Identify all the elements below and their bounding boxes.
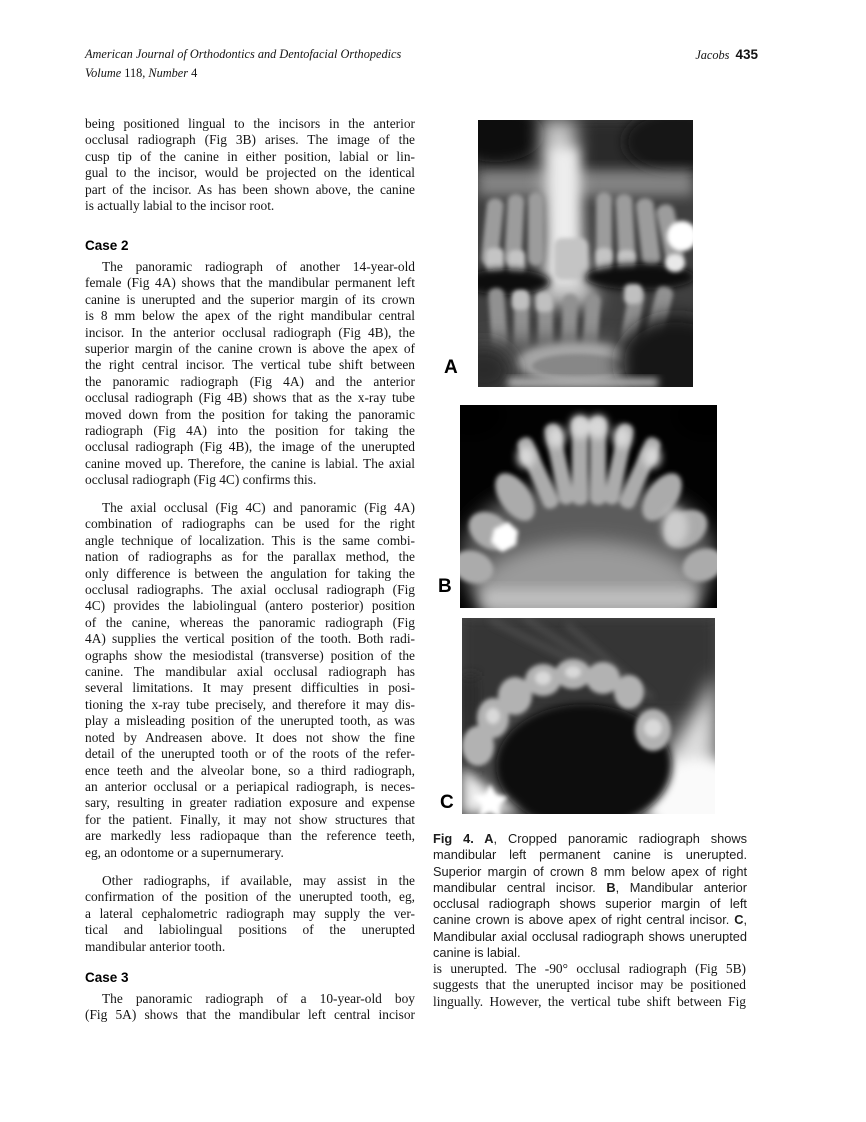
text-line: part of the incisor. As has been shown above, the canine [85,181,415,197]
text-line: canine. The mandibular axial occlusal radiograph has [85,664,415,680]
text-line: noted by Andreasen above. It does not show the fine [85,729,415,745]
case2-paragraph-1 [85,259,415,489]
caption-text-c: , Mandibular axial occlusal radiograph shows unerupted canine is labial. [433,912,747,961]
figure-label-c: C [440,792,454,813]
text-line: gual to the incisor, would be projected on the identical [85,165,415,181]
text-line: occlusal radiograph (Fig 4B) shows that as the x-ray tube [85,390,415,406]
text-line: superior margin of the canine crown is above the apex of [85,341,415,357]
text-line: several limitations. It may present difficulties in posi- [85,680,415,696]
text-line: suggests that the unerupted incisor may be positioned [433,977,746,993]
caption-part-c: C [734,912,744,928]
text-line: is actually labial to the incisor root. [85,198,275,214]
text-line: an anterior occlusal or a periapical radiograph, is neces- [85,778,415,794]
text-line: are markedly less radiopaque than the reference teeth, [85,828,415,844]
text-line: canine is unerupted and the superior margin of its crown [85,291,415,307]
text-line: for the patient. Finally, it may not show structures that [85,811,415,827]
case2-paragraph-3 [85,873,415,955]
figure-4a-panoramic-radiograph [478,120,693,387]
text-line: angle technique of localization. This is the same combi- [85,532,415,548]
text-line: occlusal radiograph (Fig 4B), the image of the unerupted [85,439,415,455]
text-line: nation of radiographs as for the parallax method, the [85,549,415,565]
text-line: the panoramic radiograph (Fig 4A) and the anterior [85,373,415,389]
paragraph-intro [85,116,415,214]
case2-paragraph-2 [85,500,415,861]
text-line: canine moved up. Therefore, the canine is labial. The axial [85,455,415,471]
text-line: a lateral cephalometric radiograph may supply the ver- [85,905,415,921]
text-line: occlusal radiograph (Fig 3B) arises. The image of the [85,132,415,148]
volume-number: 118, [124,66,149,80]
caption-fig-number: Fig 4. [433,831,485,846]
text-line: lingually. However, the vertical tube shift between Fig [433,993,746,1009]
text-line: combination of radiographs can be used for the right [85,516,415,532]
text-line: ographs show the mesiodistal (transverse) position of the [85,647,415,663]
text-line: incisor. In the anterior occlusal radiograph (Fig 4B), the [85,324,415,340]
left-text-column [85,116,415,1066]
journal-title: American Journal of Orthodontics and Dentofacial Orthopedics [85,47,402,61]
caption-text-a: , Cropped panoramic radiograph shows mandibular left permanent canine is unerupted. Superior margin of crown 8 mm below apex of right mandibular central incisor. [433,831,748,895]
case3-heading: Case 3 [85,970,129,985]
text-line: The panoramic radiograph of another 14-year-old [102,259,415,274]
text-line: is unerupted. The -90° occlusal radiograph (Fig 5B) [433,961,746,976]
text-line: female (Fig 4A) shows that the mandibular permanent left [85,275,415,291]
radiograph-a-graphic [478,120,693,387]
continuation-paragraph [433,961,746,1010]
caption-part-b: B [606,879,616,895]
case3-paragraph [85,991,415,1024]
figure-label-a: A [444,357,458,378]
text-line: Other radiographs, if available, may assist in the [102,873,415,888]
text-line: of the canine, whereas the panoramic radiograph (Fig [85,614,415,630]
text-line: confirmation of the position of the unerupted tooth, eg, [85,889,415,905]
issue-number: 4 [191,66,198,80]
radiograph-b-graphic [460,405,717,608]
text-line: only difference is between the angulation for taking the [85,565,415,581]
text-line: occlusal radiograph (Fig 4C) confirms this. [85,472,317,488]
figure-label-b: B [438,576,452,597]
text-line: tioning the x-ray tube precisely, and therefore it may dis- [85,696,415,712]
text-line: tical and labiolingual positions of the unerupted [85,922,415,938]
text-line: occlusal radiographs. The axial occlusal radiograph (Fig [85,582,415,598]
text-line: the right central incisor. The vertical tube shift between [85,357,415,373]
text-line: cusp tip of the canine in either position, labial or lin- [85,148,415,164]
running-author: Jacobs [695,48,730,62]
text-line: mandibular anterior tooth. [85,938,226,954]
text-line: 4A) supplies the vertical position of the tooth. Both radi- [85,631,415,647]
text-line: play a misleading position of the unerupted tooth, as was [85,713,415,729]
caption-text-b: , Mandibular anterior occlusal radiograph shows superior margin of left canine crown is above apex of right central incisor. [433,879,747,928]
text-line: (Fig 5A) shows that the mandibular left central incisor [85,1007,415,1023]
text-line: sary, resulting in greater radiation exposure and expense [85,795,415,811]
number-word: Number [148,66,192,80]
figure-4b-anterior-occlusal-radiograph [460,405,717,608]
figure-4-caption [433,831,747,961]
text-line: is 8 mm below the apex of the right mandibular central [85,308,415,324]
author-page-ref [695,45,758,65]
caption-part-a: A [484,831,494,846]
text-line: The axial occlusal (Fig 4C) and panoramic (Fig 4A) [102,500,415,515]
page-number: 435 [735,47,758,62]
volume-line [85,64,197,83]
text-line: eg, an odontome or a supernumerary. [85,844,284,860]
text-line: 4C) provides the labiolingual (antero posterior) position [85,598,415,614]
text-line: being positioned lingual to the incisors in the anterior [85,116,415,131]
radiograph-c-graphic [462,618,715,814]
text-line: detail of the unerupted tooth or of the roots of the refer- [85,746,415,762]
figure-4c-axial-occlusal-radiograph [462,618,715,814]
text-line: radiograph (Fig 4A) into the position for taking the [85,423,415,439]
text-line: ence teeth and the alveolar bone, so a third radiograph, [85,762,415,778]
case2-heading: Case 2 [85,238,129,253]
volume-word: Volume [85,66,125,80]
text-line: moved down from the position for taking the panoramic [85,406,415,422]
text-line: The panoramic radiograph of a 10-year-old boy [102,991,415,1006]
